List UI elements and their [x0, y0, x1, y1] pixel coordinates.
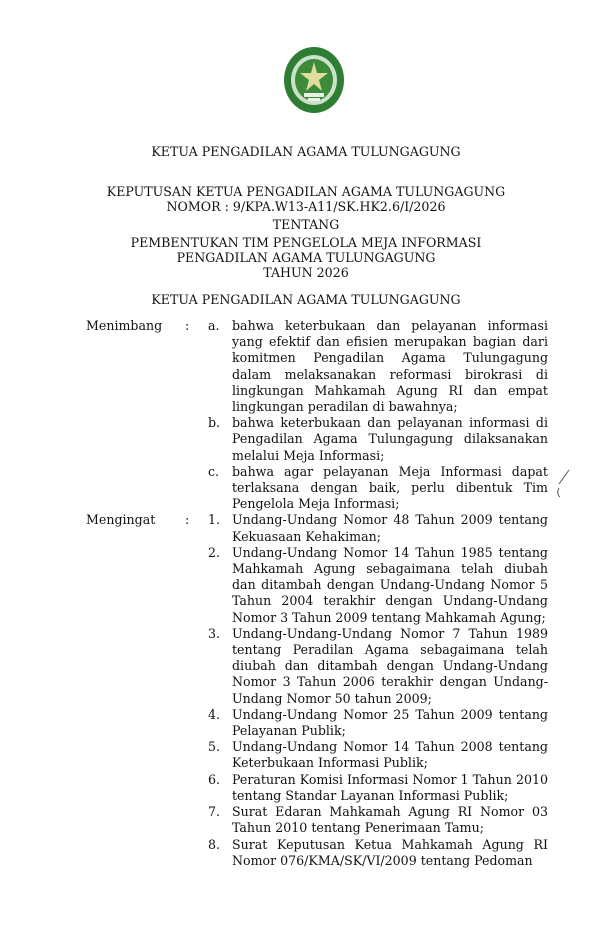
item-marker: 4.: [208, 706, 221, 722]
list-item: [0, 804, 612, 836]
pen-mark-icon: [553, 468, 573, 498]
decree-body: [0, 318, 612, 869]
item-marker: 2.: [208, 544, 221, 560]
about-heading: TENTANG: [272, 217, 340, 232]
list-item: [0, 545, 612, 626]
item-marker: a.: [208, 318, 220, 333]
section-label: Menimbang: [86, 318, 163, 333]
list-item: [0, 837, 612, 869]
item-marker: 8.: [208, 836, 221, 852]
decree-title: KEPUTUSAN KETUA PENGADILAN AGAMA TULUNGAGUNG: [106, 184, 506, 199]
item-text: bahwa agar pelayanan Meja Informasi dapat terlaksana dengan baik, perlu dibentuk Tim Pengelola Meja Informasi;: [232, 463, 548, 512]
item-marker: 7.: [208, 804, 221, 820]
item-marker: 3.: [208, 625, 221, 641]
subject-line-2: PENGADILAN AGAMA TULUNGAGUNG: [176, 250, 436, 265]
section-colon: :: [185, 512, 190, 528]
mengingat-section: [0, 512, 612, 868]
list-item: [0, 464, 612, 513]
item-marker: 5.: [208, 739, 221, 755]
item-marker: 6.: [208, 771, 221, 787]
list-item: [0, 772, 612, 804]
decree-number: NOMOR : 9/KPA.W13-A11/SK.HK2.6/I/2026: [166, 199, 446, 214]
section-label: Mengingat: [86, 512, 156, 528]
item-text: Undang-Undang-Undang Nomor 7 Tahun 1989 tentang Peradilan Agama sebagaimana telah diubah dan ditambah dengan Undang-Undang Nomor 3 Tahun 2006 terakhir dengan Undang-Undang Nomor 50 tahun 2009;: [232, 625, 548, 706]
list-item: [0, 318, 612, 415]
subject-line-1: PEMBENTUKAN TIM PENGELOLA MEJA INFORMASI: [130, 235, 482, 250]
official-title-repeat: KETUA PENGADILAN AGAMA TULUNGAGUNG: [151, 292, 461, 307]
official-title: KETUA PENGADILAN AGAMA TULUNGAGUNG: [151, 144, 461, 159]
list-item: [0, 739, 612, 771]
item-marker: 1.: [208, 512, 221, 528]
item-text: bahwa keterbukaan dan pelayanan informasi yang efektif dan efisien merupakan bagian dari komitmen Pengadilan Agama Tulungagung dalam melaksanakan reformasi birokrasi di lingkungan Mahkamah Agung RI dan empat lingkungan peradilan di bawahnya;: [232, 318, 548, 415]
item-text: Peraturan Komisi Informasi Nomor 1 Tahun 2010 tentang Standar Layanan Informasi Publik;: [232, 771, 548, 803]
list-item: [0, 512, 612, 544]
court-seal-emblem-icon: [282, 46, 346, 118]
section-colon: :: [185, 318, 190, 333]
item-text: bahwa keterbukaan dan pelayanan informasi di Pengadilan Agama Tulungagung dilaksanakan melalui Meja Informasi;: [232, 415, 548, 463]
menimbang-section: [0, 318, 612, 512]
subject-line-3: TAHUN 2026: [263, 265, 349, 280]
list-item: [0, 415, 612, 464]
item-marker: c.: [208, 463, 220, 479]
item-text: Undang-Undang Nomor 14 Tahun 2008 tentang Keterbukaan Informasi Publik;: [232, 739, 548, 771]
item-text: Surat Edaran Mahkamah Agung RI Nomor 03 Tahun 2010 tentang Penerimaan Tamu;: [232, 804, 548, 836]
item-text: Undang-Undang Nomor 25 Tahun 2009 tentang Pelayanan Publik;: [232, 706, 548, 739]
item-marker: b.: [208, 415, 221, 431]
list-item: [0, 707, 612, 739]
list-item: [0, 626, 612, 707]
item-text: Undang-Undang Nomor 48 Tahun 2009 tentang Kekuasaan Kehakiman;: [232, 512, 548, 544]
item-text: Surat Keputusan Ketua Mahkamah Agung RI Nomor 076/KMA/SK/VI/2009 tentang Pedoman: [232, 836, 548, 868]
item-text: Undang-Undang Nomor 14 Tahun 1985 tentang Mahkamah Agung sebagaimana telah diubah dan ditambah dengan Undang-Undang Nomor 5 Tahun 2004 terakhir dengan Undang-Undang Nomor 3 Tahun 2009 tentang Mahkamah Agung;: [232, 544, 548, 625]
